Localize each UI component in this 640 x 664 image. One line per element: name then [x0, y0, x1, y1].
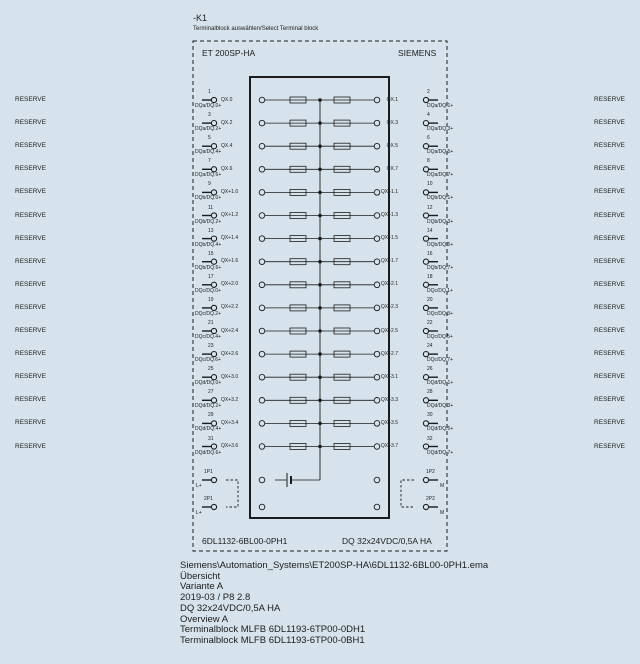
channel-address: QX+3.3	[380, 396, 398, 403]
inner-terminal	[374, 143, 380, 149]
channel-signal-label: DQc/DQ.0+	[195, 287, 221, 294]
terminal-number: 28	[427, 389, 433, 396]
reserve-label-left: RESERVE	[15, 96, 46, 103]
inner-terminal	[259, 421, 265, 427]
inner-terminal	[259, 504, 265, 510]
channel-address: QX+2.2	[221, 304, 239, 311]
channel-address: QX+1.3	[380, 212, 398, 218]
channel-signal-label: DQa/DQ.4+	[195, 149, 222, 156]
reserve-label-right: RESERVE	[594, 350, 625, 358]
inner-terminal	[374, 444, 380, 450]
terminal-screw-left	[211, 97, 216, 102]
channel-signal-label: DQd/DQ.3+	[427, 403, 454, 410]
reserve-label-left: RESERVE	[15, 142, 46, 150]
channel-address: QX+2.7	[380, 350, 398, 357]
brand-label: SIEMENS	[398, 48, 437, 58]
channel-signal-label: DQd/DQ.2+	[195, 403, 222, 410]
channel-signal-label: DQa/DQ.2+	[195, 126, 222, 133]
channel-signal-label: DQd/DQ.1+	[427, 380, 454, 387]
reserve-label-right: RESERVE	[594, 419, 625, 427]
reserve-label-left: RESERVE	[15, 188, 46, 196]
channel-signal-label: DQb/DQ.4+	[195, 241, 222, 248]
channel-address: QX.4	[221, 142, 233, 149]
channel-address: QX+3.2	[221, 396, 239, 403]
terminal-screw-right	[423, 305, 428, 310]
reserve-label-left: RESERVE	[15, 303, 46, 311]
inner-terminal	[374, 374, 380, 380]
terminal-number: 32	[427, 435, 433, 442]
channel-signal-label: DQa/DQ.3+	[427, 126, 454, 133]
channel-address: QX+3.5	[380, 419, 398, 426]
terminal-number: 30	[427, 412, 433, 419]
terminal-screw-left	[211, 282, 216, 287]
channel-signal-label: DQa/DQ.0+	[195, 103, 222, 109]
terminal-screw-right	[423, 144, 428, 149]
terminal-screw-right	[423, 477, 428, 482]
inner-terminal	[374, 504, 380, 510]
terminal-screw-left	[211, 190, 216, 195]
channel-signal-label: DQb/DQ.3+	[427, 218, 454, 225]
terminal-screw-left	[211, 213, 216, 218]
reserve-label-right: RESERVE	[594, 280, 625, 288]
terminal-screw-right	[423, 167, 428, 172]
terminal-screw-left	[211, 477, 216, 482]
terminal-screw-right	[423, 97, 428, 102]
terminal-screw-left	[211, 144, 216, 149]
terminal-number: 13	[208, 227, 214, 234]
inner-terminal	[374, 97, 380, 103]
inner-terminal	[374, 213, 380, 219]
inner-terminal	[374, 120, 380, 126]
reserve-label-left: RESERVE	[15, 257, 46, 265]
terminal-screw-left	[211, 421, 216, 426]
reserve-label-left: RESERVE	[15, 396, 46, 404]
terminal-screw-right	[423, 236, 428, 241]
reserve-label-right: RESERVE	[594, 165, 625, 173]
channel-signal-label: DQd/DQ.7+	[427, 449, 454, 456]
reserve-label-left: RESERVE	[15, 119, 46, 127]
inner-terminal	[374, 351, 380, 357]
reserve-label-right: RESERVE	[594, 96, 625, 103]
reserve-label-right: RESERVE	[594, 303, 625, 311]
terminal-number: 29	[208, 412, 214, 419]
terminal-number: 27	[208, 389, 214, 396]
channel-address: QX+3.6	[221, 443, 239, 449]
inner-terminal	[259, 374, 265, 380]
inner-terminal	[259, 167, 265, 173]
terminal-screw-right	[423, 328, 428, 333]
channel-signal-label: DQb/DQ.7+	[427, 264, 454, 271]
terminal-screw-left	[211, 305, 216, 310]
channel-signal-label: DQb/DQ.5+	[427, 241, 454, 248]
terminal-screw-right	[423, 421, 428, 426]
channel-address: QX.1	[386, 96, 398, 103]
terminal-number: 25	[208, 366, 214, 373]
reserve-label-right: RESERVE	[594, 119, 625, 127]
terminal-number: 16	[427, 250, 433, 257]
select-terminal-block-hint[interactable]: Terminalblock auswählen/Select Terminal block	[193, 26, 319, 32]
channel-address: QX+1.7	[380, 258, 398, 265]
terminal-number: 26	[427, 366, 433, 373]
terminal-number: 21	[208, 320, 214, 326]
channel-signal-label: DQd/DQ.5+	[427, 426, 454, 433]
bridge-dashed-right	[401, 480, 414, 507]
terminal-number: 15	[208, 250, 214, 257]
channel-signal-label: DQc/DQ.1+	[427, 287, 453, 294]
channel-signal-label: DQc/DQ.5+	[427, 334, 453, 340]
reserve-label-left: RESERVE	[15, 419, 46, 427]
terminal-screw-left	[211, 328, 216, 333]
inner-terminal	[374, 167, 380, 173]
reserve-label-right: RESERVE	[594, 396, 625, 404]
power-signal-label: L+	[196, 510, 202, 516]
inner-terminal	[259, 213, 265, 219]
inner-terminal	[374, 282, 380, 288]
reserve-label-right: RESERVE	[594, 327, 625, 334]
terminal-number: 4	[427, 112, 430, 119]
reserve-label-right: RESERVE	[594, 211, 625, 219]
inner-terminal	[259, 477, 265, 483]
channel-address: QX.6	[221, 165, 233, 172]
inner-terminal	[259, 190, 265, 196]
info-line: Variante A	[180, 581, 224, 593]
channel-signal-label: DQa/DQ.7+	[427, 172, 454, 179]
terminal-number: 19	[208, 296, 214, 303]
channel-address: QX+2.6	[221, 350, 239, 357]
reserve-label-right: RESERVE	[594, 234, 625, 242]
reserve-label-left: RESERVE	[15, 165, 46, 173]
terminal-screw-left	[211, 375, 216, 380]
info-line: Overview A	[180, 613, 229, 625]
inner-terminal	[259, 444, 265, 450]
reserve-label-left: RESERVE	[15, 442, 46, 450]
terminal-number: 18	[427, 273, 433, 280]
inner-terminal	[374, 477, 380, 483]
inner-terminal	[259, 259, 265, 265]
channel-address: QX.7	[386, 165, 398, 172]
terminal-screw-right	[423, 504, 428, 509]
terminal-screw-right	[423, 444, 428, 449]
channel-address: QX+2.0	[221, 281, 239, 288]
terminal-number: 2	[427, 89, 430, 95]
reserve-label-left: RESERVE	[15, 211, 46, 219]
info-block	[180, 561, 488, 647]
power-terminal-number: 2P2	[426, 496, 435, 502]
reserve-label-right: RESERVE	[594, 442, 625, 450]
device-model: ET 200SP-HA	[202, 48, 256, 58]
info-line: Terminalblock MLFB 6DL1193-6TP00-0DH1	[180, 624, 366, 636]
terminal-number: 23	[208, 343, 214, 350]
terminal-screw-left	[211, 504, 216, 509]
channel-address: QX.0	[221, 96, 233, 103]
terminal-screw-right	[423, 282, 428, 287]
channel-address: QX+2.1	[380, 281, 398, 288]
channel-address: QX.5	[386, 142, 398, 149]
channel-address: QX+2.5	[380, 327, 398, 334]
channel-signal-label: DQc/DQ.6+	[195, 357, 221, 364]
info-line: Übersicht	[180, 570, 221, 582]
channel-signal-label: DQd/DQ.0+	[195, 380, 222, 387]
info-line: 2019-03 / P8 2.8	[180, 592, 251, 604]
terminal-number: 9	[208, 181, 211, 188]
channel-address: QX+2.4	[221, 327, 239, 334]
reserve-label-right: RESERVE	[594, 142, 625, 150]
inner-terminal	[374, 190, 380, 196]
power-signal-label: M	[440, 483, 445, 489]
terminal-number: 17	[208, 273, 214, 280]
terminal-number: 6	[427, 135, 430, 142]
power-signal-label: L+	[196, 483, 202, 489]
terminal-screw-left	[211, 121, 216, 126]
info-line: Terminalblock MLFB 6DL1193-6TP00-0BH1	[180, 634, 365, 646]
info-line: DQ 32x24VDC/0,5A HA	[180, 602, 281, 614]
reserve-label-left: RESERVE	[15, 280, 46, 288]
terminal-screw-right	[423, 375, 428, 380]
terminal-screw-right	[423, 259, 428, 264]
inner-terminal	[374, 305, 380, 311]
channel-signal-label: DQc/DQ.7+	[427, 357, 453, 364]
channel-signal-label: DQc/DQ.4+	[195, 334, 221, 340]
terminal-screw-left	[211, 236, 216, 241]
channel-signal-label: DQd/DQ.4+	[195, 426, 222, 433]
terminal-number: 11	[208, 204, 214, 211]
reserve-label-left: RESERVE	[15, 234, 46, 242]
terminal-number: 10	[427, 181, 433, 188]
power-signal-label: M	[440, 510, 445, 516]
channel-signal-label: DQc/DQ.3+	[427, 310, 453, 317]
module-description: DQ 32x24VDC/0,5A HA	[342, 536, 432, 546]
terminal-screw-right	[423, 398, 428, 403]
channel-signal-label: DQd/DQ.6+	[195, 449, 222, 456]
channel-address: QX+3.4	[221, 419, 239, 426]
inner-terminal	[259, 97, 265, 103]
terminal-screw-left	[211, 259, 216, 264]
terminal-number: 14	[427, 227, 433, 234]
channel-address: QX+1.5	[380, 235, 398, 242]
channel-address: QX+1.4	[221, 235, 239, 242]
channel-address: QX+3.1	[380, 373, 398, 380]
power-terminal-number: 1P1	[204, 469, 213, 475]
terminal-number: 24	[427, 343, 433, 350]
terminal-number: 22	[427, 320, 433, 326]
inner-terminal	[259, 305, 265, 311]
terminal-number: 5	[208, 135, 211, 142]
order-number: 6DL1132-6BL00-0PH1	[202, 536, 288, 546]
power-terminal-number: 1P2	[426, 469, 435, 475]
device-tag: -K1	[193, 13, 208, 23]
channel-address: QX.2	[221, 119, 233, 126]
inner-terminal	[259, 398, 265, 404]
channel-signal-label: DQb/DQ.6+	[195, 264, 222, 271]
terminal-number: 8	[427, 158, 430, 165]
channel-signal-label: DQa/DQ.6+	[195, 172, 222, 179]
terminal-screw-left	[211, 167, 216, 172]
reserve-label-right: RESERVE	[594, 257, 625, 265]
info-line: Siemens\Automation_Systems\ET200SP-HA\6DL1132-6BL00-0PH1.ema	[180, 560, 489, 571]
channel-address: QX+1.2	[221, 212, 239, 218]
channel-address: QX+2.3	[380, 304, 398, 311]
terminal-screw-left	[211, 444, 216, 449]
terminal-number: 12	[427, 204, 433, 211]
terminal-screw-right	[423, 121, 428, 126]
channel-signal-label: DQa/DQ.5+	[427, 149, 454, 156]
reserve-label-right: RESERVE	[594, 188, 625, 196]
channel-signal-label: DQb/DQ.0+	[195, 195, 222, 202]
terminal-screw-right	[423, 352, 428, 357]
inner-terminal	[374, 421, 380, 427]
terminal-block-frame	[250, 77, 389, 518]
channel-signal-label: DQc/DQ.2+	[195, 310, 221, 317]
inner-terminal	[259, 328, 265, 334]
inner-terminal	[374, 398, 380, 404]
channel-address: QX.3	[386, 119, 398, 126]
terminal-screw-left	[211, 398, 216, 403]
channel-address: QX+3.0	[221, 373, 239, 380]
channel-address: QX+3.7	[380, 443, 398, 449]
terminal-screw-right	[423, 190, 428, 195]
channel-signal-label: DQb/DQ.2+	[195, 218, 222, 225]
inner-terminal	[374, 328, 380, 334]
reserve-label-right: RESERVE	[594, 373, 625, 381]
inner-terminal	[374, 236, 380, 242]
power-terminal-number: 2P1	[204, 496, 213, 502]
inner-terminal	[259, 120, 265, 126]
channel-address: QX+1.6	[221, 258, 239, 265]
inner-terminal	[259, 351, 265, 357]
inner-terminal	[259, 143, 265, 149]
reserve-label-left: RESERVE	[15, 373, 46, 381]
bridge-dashed-left	[226, 480, 238, 507]
terminal-number: 3	[208, 112, 211, 119]
terminal-number: 20	[427, 296, 433, 303]
inner-terminal	[259, 282, 265, 288]
channel-signal-label: DQa/DQ.1+	[427, 103, 454, 109]
terminal-number: 1	[208, 89, 211, 95]
channel-address: QX+1.1	[380, 188, 398, 195]
channel-signal-label: DQb/DQ.1+	[427, 195, 454, 202]
terminal-number: 31	[208, 435, 214, 442]
reserve-label-left: RESERVE	[15, 327, 46, 334]
terminal-number: 7	[208, 158, 211, 165]
reserve-label-left: RESERVE	[15, 350, 46, 358]
inner-terminal	[259, 236, 265, 242]
terminal-screw-left	[211, 352, 216, 357]
channel-address: QX+1.0	[221, 188, 239, 195]
terminal-screw-right	[423, 213, 428, 218]
inner-terminal	[374, 259, 380, 265]
